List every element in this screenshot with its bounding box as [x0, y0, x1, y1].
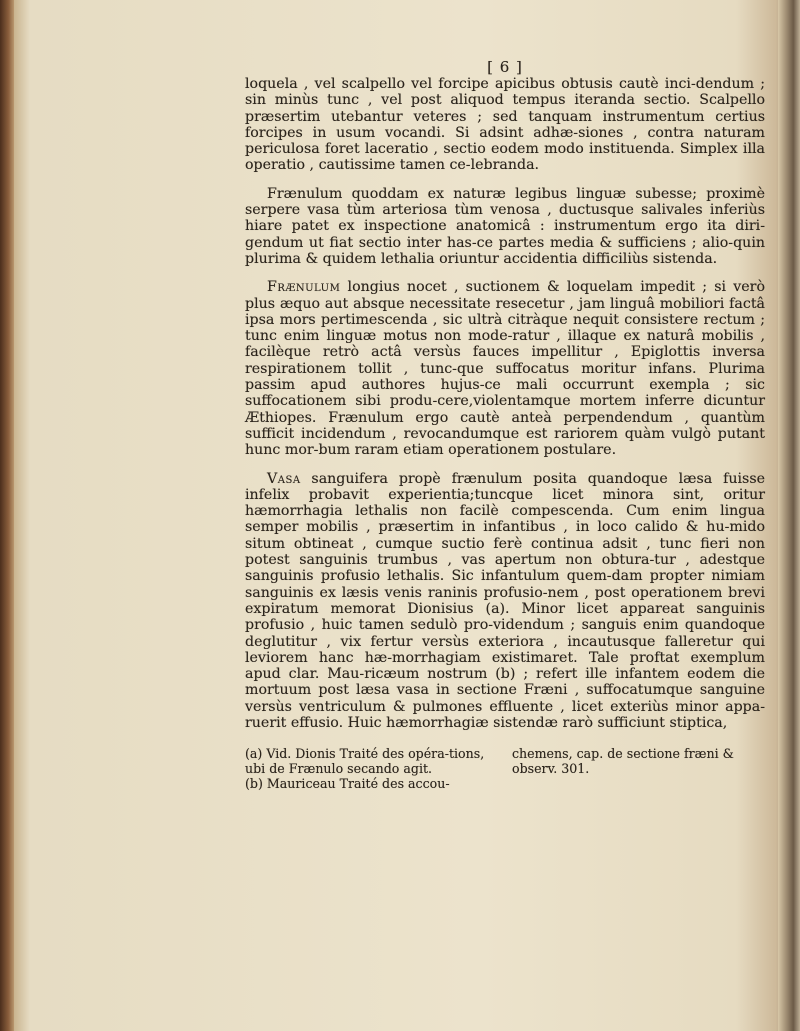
footnotes-left-column [245, 746, 498, 791]
footnotes [245, 746, 765, 791]
paragraph-4-text: sanguifera propè frænulum posita quandoque læsa fuisse infelix probavit experientia;tuncque licet minora sint, oritur hæmorrhagia lethalis non facilè compescenda. Cum enim lingua semper mobilis , præsertim in infantibus , in loco calido & hu-mido situm obtineat , cumque suctio ferè continua adsit , tunc fieri non potest sanguinis trumbus , vas apertum non obtura-tur , adestque sanguinis profusio lethalis. Sic infantulum quem-dam propter nimiam sanguinis ex læsis venis raninis profusio-nem , post operationem brevi expiratum memorat Dionisius (a). Minor licet appareat sanguinis profusio , huic tamen sedulò pro-videndum ; sanguis enim quandoque deglutitur , vix fertur versùs exteriora , incautusque falleretur qui leviorem hanc hæ-morrhagiam existimaret. Tale proftat exemplum apud clar. Mau-ricæum nostrum (b) ; refert ille infantem eodem die mortuum post læsa vasa in sectione Fræni , suffocatumque sanguine versùs ventriculum & pulmones effluente , licet exteriùs minor appa-ruerit effusio. Huic hæmorrhagiæ sistendæ rarò sufficiunt stiptica, [245, 470, 765, 731]
paragraph-3-text: longius nocet , suctionem & loquelam impedit ; si verò plus æquo aut absque necessitate resecetur , jam linguâ mobiliori factâ ipsa mors pertimescenda , sic ultrà citràque nequit consistere rectum ; tunc enim linguæ motus non mode-ratur , illaque ex naturâ mobilis , facilèque retrò actâ versùs fauces impellitur , Epiglottis inversa respirationem tollit , tunc-que suffocatus moritur infans. Plurima passim apud authores hujus-ce mali occurrunt exempla ; sic suffocationem sibi produ-cere,violentamque mortem inferre dicuntur Æthiopes. Frænulum ergo cautè anteà perpendendum , quantùm sufficit incidendum , revocandumque est rariorem quàm vulgò putant hunc mor-bum raram etiam operationem postulare. [245, 279, 765, 459]
paragraph-4 [245, 471, 765, 732]
paragraph-3-lead-word: Frænulum [267, 279, 341, 296]
paragraph-1-text: loquela , vel scalpello vel forcipe apicibus obtusis cautè inci-dendum ; sin minùs tunc , vel post aliquod tempus iteranda sectio. Scalpello præsertim utebantur veteres ; sed tanquam instrumentum certius forcipes in usum vocandi. Si adsint adhæ-siones , contra naturam periculosa foret laceratio , sectio eodem modo instituenda. Simplex illa operatio , cautissime tamen ce-lebranda. [245, 76, 765, 174]
paragraph-2-text: Frænulum quoddam ex naturæ legibus linguæ subesse; proximè serpere vasa tùm arteriosa tùm venosa , ductusque salivales inferiùs hiare patet ex inspectione anatomicâ : instrumentum ergo ita diri-gendum ut fiat sectio inter has-ce partes media & sufficiens ; alio-quin plurima & quidem lethalia oriuntur accidentia difficiliùs sistenda. [245, 185, 765, 267]
footnote-separator [245, 737, 765, 738]
page-fore-edge [778, 0, 800, 1031]
footnote-a: (a) Vid. Dionis Traité des opéra-tions, ubi de Frænulo secando agit. [245, 746, 485, 777]
paragraph-1 [245, 76, 765, 174]
paragraph-2 [245, 186, 765, 267]
page-number: [ 6 ] [487, 58, 523, 76]
book-spine-edge [0, 0, 14, 1031]
footnote-b: (b) Mauriceau Traité des accou- [245, 776, 450, 792]
paragraph-3 [245, 279, 765, 458]
paragraph-4-lead-word: Vasa [267, 470, 301, 487]
page-content [245, 58, 765, 791]
footnotes-right-column [512, 746, 765, 791]
footnote-a-continued: chemens, cap. de sectione fræni & observ. 301. [512, 746, 734, 777]
